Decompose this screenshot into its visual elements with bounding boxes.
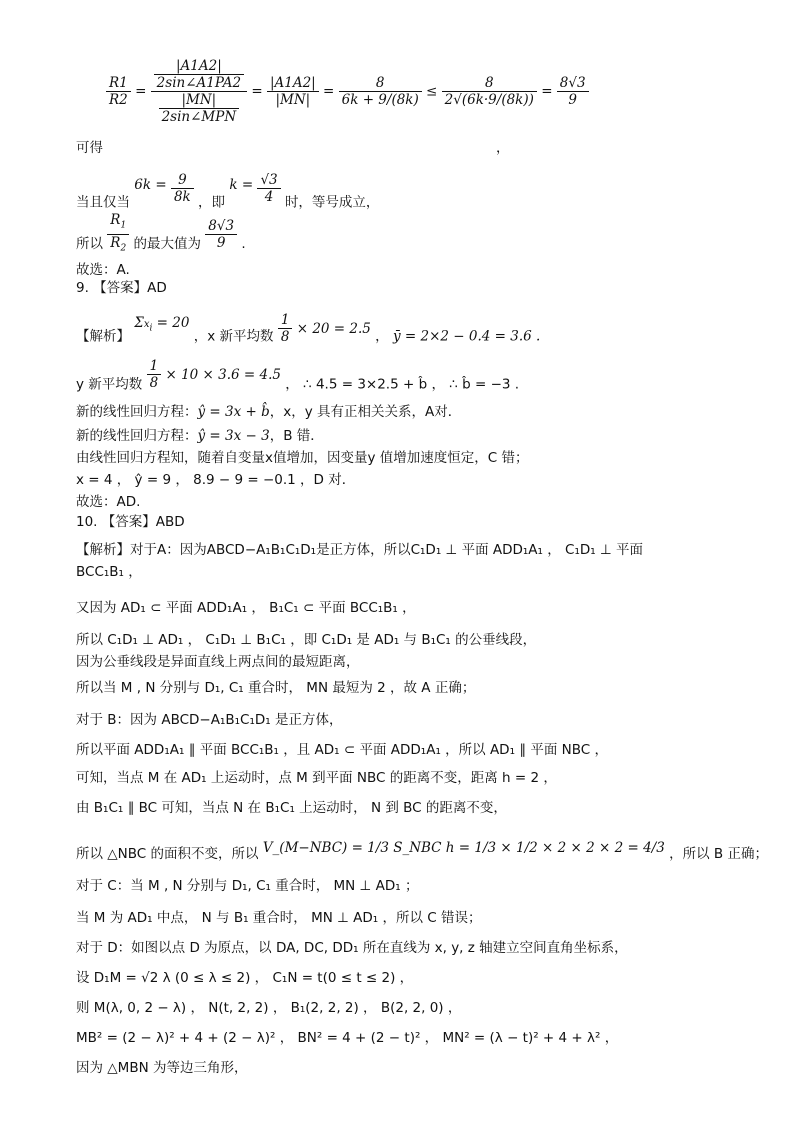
line-26: 当 M 为 AD₁ 中点， N 与 B₁ 重合时， MN ⊥ AD₁ ，所以 C 错误； xyxy=(76,910,482,926)
line-4: 故选：A. xyxy=(76,262,130,278)
line-31: 因为 △MBN 为等边三角形， xyxy=(76,1060,248,1076)
line-9: 新的线性回归方程：ŷ = 3x − 3，B 错． xyxy=(76,428,324,444)
line-2: 当且仅当 6k = $\frac{9}{8k}$ ，即 k = $\frac{√3}{4}$ 时，等号成立， xyxy=(76,172,380,211)
line-19: 所以当 M , N 分别与 D₁, C₁ 重合时， MN 最短为 2 ，故 A 正确； xyxy=(76,680,476,696)
line-10: 由线性回归方程知，随着自变量x值增加，因变量y 值增加速度恒定，C 错； xyxy=(76,450,529,466)
line-1-end: ， xyxy=(496,140,510,156)
line-29: 则 M(λ, 0, 2 − λ) ， N(t, 2, 2) ， B₁(2, 2, 2) ， B(2, 2, 0) ， xyxy=(76,1000,462,1016)
line-20: 对于 B：因为 ABCD−A₁B₁C₁D₁ 是正方体， xyxy=(76,712,343,728)
line-7: y 新平均数 $\frac{1}{8}$ × 10 × 3.6 = 4.5 ， ∴ 4.5 = 3×2.5 + b̂ ， ∴ b̂ = −3 . xyxy=(76,358,520,393)
line-5: 9. 【答案】AD xyxy=(76,280,167,296)
line-22: 可知，当点 M 在 AD₁ 上运动时，点 M 到平面 NBC 的距离不变，距离 h = 2 ， xyxy=(76,770,557,786)
line-11: x = 4 ， ŷ = 9 ， 8.9 − 9 = −0.1 ，D 对． xyxy=(76,472,356,488)
formula-r1-r2: $\frac{R1}{R2}$ = $\frac{\frac{|A1A2|}{2\sin\angle A1PA2}}{\frac{|MN|}{\text{2sin∠MPN}}}$ = $\frac{|A1A2|}{|MN|}$ = $\frac{8}{6k + 9/(8k)}$ ≤ $\frac{8}{2√(6k\cdot 9/(8k))}$ = $\frac{8√3}{9}$ xyxy=(106,58,589,125)
line-15: BCC₁B₁ ， xyxy=(76,564,142,580)
line-1: 可得 xyxy=(76,140,103,156)
line-17: 所以 C₁D₁ ⊥ AD₁ ， C₁D₁ ⊥ B₁C₁ ，即 C₁D₁ 是 AD₁ 与 B₁C₁ 的公垂线段， xyxy=(76,632,537,648)
line-14: 【解析】对于A：因为ABCD−A₁B₁C₁D₁是正方体，所以C₁D₁ ⊥ 平面 ADD₁A₁ ， C₁D₁ ⊥ 平面 xyxy=(76,542,644,558)
line-8: 新的线性回归方程：ŷ = 3x + b̂，x，y 具有正相关关系，A对． xyxy=(76,404,462,420)
line-23: 由 B₁C₁ ∥ BC 可知，当点 N 在 B₁C₁ 上运动时， N 到 BC 的距离不变， xyxy=(76,800,507,816)
line-28: 设 D₁M = √2 λ (0 ≤ λ ≤ 2) ， C₁N = t(0 ≤ t ≤ 2) ， xyxy=(76,970,414,986)
line-21: 所以平面 ADD₁A₁ ∥ 平面 BCC₁B₁ ，且 AD₁ ⊂ 平面 ADD₁A₁ ，所以 AD₁ ∥ 平面 NBC ， xyxy=(76,742,608,758)
line-30: MB² = (2 − λ)² + 4 + (2 − λ)² ， BN² = 4 + (2 − t)² ， MN² = (λ − t)² + 4 + λ² ， xyxy=(76,1030,619,1046)
line-24: 所以 △NBC 的面积不变，所以 V_(M−NBC) = 1/3 S_NBC h = 1/3 × 1/2 × 2 × 2 × 2 = 4/3 ，所以 B 正确； xyxy=(76,840,768,862)
formula-text-carrier: R1/R2 = (|A1A2| / 2sin∠A1PA2) / (|MN| / 2sin∠MPN) = |A1A2|/|MN| = 8/(6k + 9/(8k)) ≤ 8/(2√(6k·9/(8k))) = 8√3/9 Σ x_i = 20 (i=1..10) xyxy=(76,1090,675,1100)
line-13: 10. 【答案】ABD xyxy=(76,514,185,530)
line-18: 因为公垂线段是异面直线上两点间的最短距离， xyxy=(76,654,360,670)
line-27: 对于 D：如图以点 D 为原点，以 DA, DC, DD₁ 所在直线为 x, y, z 轴建立空间直角坐标系， xyxy=(76,940,628,956)
line-3: 所以 $\frac{R_1}{R_2}$ 的最大值为 $\frac{8√3}{9}$ . xyxy=(76,212,246,254)
line-16: 又因为 AD₁ ⊂ 平面 ADD₁A₁ ， B₁C₁ ⊂ 平面 BCC₁B₁ ， xyxy=(76,600,416,616)
line-12: 故选：AD. xyxy=(76,494,141,510)
line-6: 【解析】 $\Sigma x_i = 20$ ，x 新平均数 $\frac{1}{8}$ × 20 = 2.5 ， ȳ = 2×2 − 0.4 = 3.6 . xyxy=(76,312,541,345)
line-25: 对于 C：当 M , N 分别与 D₁, C₁ 重合时， MN ⊥ AD₁ ； xyxy=(76,878,419,894)
